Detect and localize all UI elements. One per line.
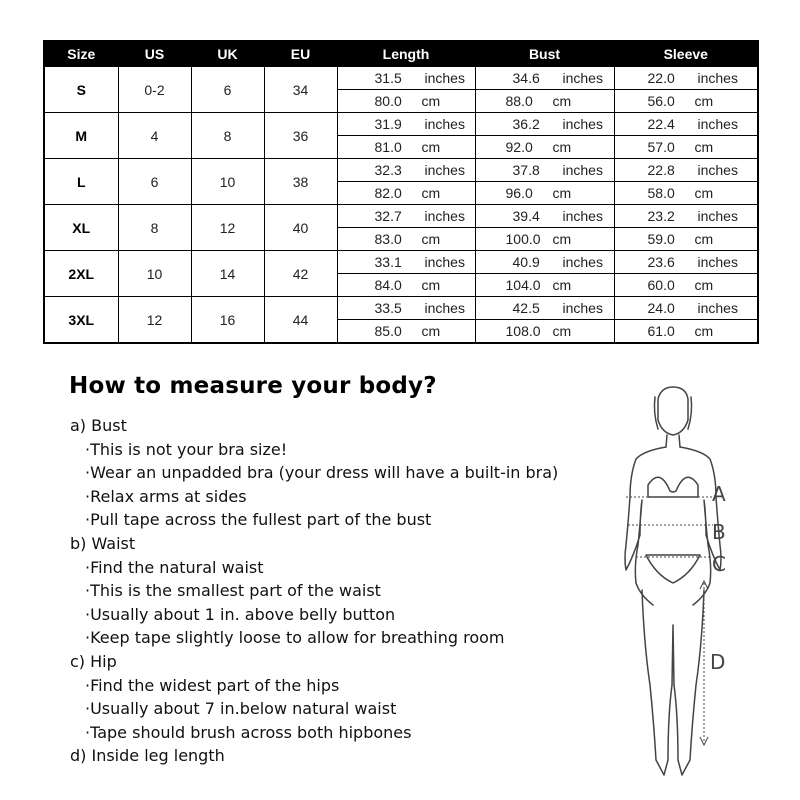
section-label: d) Inside leg length	[70, 746, 225, 766]
eu-cell: 44	[264, 297, 337, 344]
bust-cell	[475, 297, 614, 344]
unit-label: inches	[562, 300, 603, 316]
sleeve-inches-value: 23.6	[647, 254, 675, 270]
unit-label: cm	[552, 231, 572, 247]
unit-label: inches	[562, 70, 603, 86]
unit-label: cm	[552, 185, 572, 201]
sleeve-inches-line	[615, 67, 758, 90]
unit-label: cm	[421, 231, 441, 247]
tip-item: ·Wear an unpadded bra (your dress will have a built-in bra)	[85, 463, 559, 483]
length-cm-value: 81.0	[374, 139, 402, 155]
size-cell: M	[44, 113, 118, 159]
size-chart-table	[43, 40, 759, 344]
unit-label: cm	[421, 323, 441, 339]
figure-bra	[648, 477, 698, 497]
tip-item: ·Pull tape across the fullest part of the bust	[85, 510, 432, 530]
unit-label: inches	[562, 254, 603, 270]
length-inches-value: 31.9	[374, 116, 402, 132]
bust-cm-value: 88.0	[505, 93, 533, 109]
unit-label: inches	[562, 116, 603, 132]
unit-label: inches	[424, 300, 465, 316]
sleeve-inches-line	[615, 113, 758, 136]
table-row	[44, 67, 758, 113]
us-cell: 10	[118, 251, 191, 297]
us-cell: 4	[118, 113, 191, 159]
length-cell	[337, 113, 475, 159]
unit-label: cm	[421, 139, 441, 155]
uk-cell: 12	[191, 205, 264, 251]
bust-cm-line	[476, 228, 614, 250]
body-measurement-figure	[598, 385, 748, 785]
unit-label: cm	[694, 93, 714, 109]
bust-cell	[475, 251, 614, 297]
bust-inches-line	[476, 113, 614, 136]
unit-label: cm	[694, 185, 714, 201]
sleeve-cm-value: 56.0	[647, 93, 675, 109]
length-inches-value: 31.5	[374, 70, 402, 86]
length-cm-value: 83.0	[374, 231, 402, 247]
sleeve-inches-value: 23.2	[647, 208, 675, 224]
length-inches-value: 32.3	[374, 162, 402, 178]
bust-cm-value: 108.0	[505, 323, 541, 339]
section-label: c) Hip	[70, 651, 117, 671]
bust-cm-value: 104.0	[505, 277, 541, 293]
unit-label: inches	[562, 208, 603, 224]
bust-cm-value: 96.0	[505, 185, 533, 201]
tip-item: ·Find the natural waist	[85, 557, 264, 577]
unit-label: cm	[552, 323, 572, 339]
figure-head	[658, 387, 688, 435]
length-cell	[337, 67, 475, 113]
table-header-row	[44, 41, 758, 67]
header-eu: EU	[264, 41, 337, 67]
length-inches-line	[338, 205, 475, 228]
unit-label: inches	[697, 208, 738, 224]
bust-inches-line	[476, 297, 614, 320]
size-cell: 3XL	[44, 297, 118, 344]
length-cm-line	[338, 274, 475, 296]
measure-instructions	[70, 414, 558, 768]
size-cell: L	[44, 159, 118, 205]
uk-cell: 10	[191, 159, 264, 205]
sleeve-cell	[614, 159, 758, 205]
length-cm-value: 84.0	[374, 277, 402, 293]
us-cell: 8	[118, 205, 191, 251]
length-inches-value: 32.7	[374, 208, 402, 224]
bust-inches-line	[476, 251, 614, 274]
header-sleeve: Sleeve	[614, 41, 758, 67]
eu-cell: 36	[264, 113, 337, 159]
length-cell	[337, 297, 475, 344]
table-row	[44, 159, 758, 205]
unit-label: cm	[552, 139, 572, 155]
bust-inches-value: 36.2	[512, 116, 540, 132]
sleeve-inches-value: 24.0	[647, 300, 675, 316]
length-inches-line	[338, 67, 475, 90]
unit-label: cm	[694, 323, 714, 339]
table-row	[44, 113, 758, 159]
figure-neck	[666, 435, 680, 447]
unit-label: inches	[697, 162, 738, 178]
bust-inches-value: 39.4	[512, 208, 540, 224]
length-inches-line	[338, 297, 475, 320]
figure-torso-left	[625, 447, 666, 605]
eu-cell: 34	[264, 67, 337, 113]
table-row	[44, 297, 758, 344]
unit-label: inches	[697, 70, 738, 86]
us-cell: 0-2	[118, 67, 191, 113]
bust-inches-value: 37.8	[512, 162, 540, 178]
sleeve-cm-value: 59.0	[647, 231, 675, 247]
unit-label: cm	[421, 93, 441, 109]
bust-cm-line	[476, 136, 614, 158]
unit-label: cm	[552, 277, 572, 293]
unit-label: cm	[421, 277, 441, 293]
sleeve-inches-value: 22.0	[647, 70, 675, 86]
marker-c: C	[712, 552, 726, 576]
bust-cm-value: 100.0	[505, 231, 541, 247]
tip-item: ·This is not your bra size!	[85, 439, 288, 459]
section-label: b) Waist	[70, 533, 136, 553]
eu-cell: 38	[264, 159, 337, 205]
sleeve-cm-value: 60.0	[647, 277, 675, 293]
tip-item: ·Relax arms at sides	[85, 486, 247, 506]
sleeve-inches-line	[615, 205, 758, 228]
eu-cell: 40	[264, 205, 337, 251]
tip-item: ·Find the widest part of the hips	[85, 675, 340, 695]
tip-item: ·Usually about 7 in.below natural waist	[85, 699, 397, 719]
uk-cell: 14	[191, 251, 264, 297]
header-bust: Bust	[475, 41, 614, 67]
length-cm-line	[338, 228, 475, 250]
length-cell	[337, 251, 475, 297]
bust-inches-value: 34.6	[512, 70, 540, 86]
sleeve-cm-line	[615, 228, 758, 250]
bust-cm-line	[476, 320, 614, 342]
bust-inches-value: 40.9	[512, 254, 540, 270]
us-cell: 6	[118, 159, 191, 205]
sleeve-cm-line	[615, 182, 758, 204]
table-row	[44, 251, 758, 297]
sleeve-inches-value: 22.8	[647, 162, 675, 178]
length-inches-value: 33.1	[374, 254, 402, 270]
header-length: Length	[337, 41, 475, 67]
length-inches-line	[338, 251, 475, 274]
length-cell	[337, 159, 475, 205]
sleeve-cell	[614, 251, 758, 297]
sleeve-cm-line	[615, 136, 758, 158]
unit-label: cm	[694, 139, 714, 155]
bust-cm-line	[476, 90, 614, 112]
unit-label: cm	[421, 185, 441, 201]
tip-item: ·Usually about 1 in. above belly button	[85, 604, 396, 624]
unit-label: inches	[424, 208, 465, 224]
tip-item: ·This is the smallest part of the waist	[85, 581, 381, 601]
sleeve-cm-line	[615, 90, 758, 112]
bust-cm-value: 92.0	[505, 139, 533, 155]
size-cell: XL	[44, 205, 118, 251]
uk-cell: 6	[191, 67, 264, 113]
uk-cell: 16	[191, 297, 264, 344]
figure-brief	[646, 555, 700, 583]
sleeve-cm-line	[615, 320, 758, 342]
sleeve-inches-line	[615, 159, 758, 182]
sleeve-cm-value: 61.0	[647, 323, 675, 339]
unit-label: cm	[552, 93, 572, 109]
sleeve-cell	[614, 67, 758, 113]
uk-cell: 8	[191, 113, 264, 159]
unit-label: inches	[697, 116, 738, 132]
length-cm-line	[338, 320, 475, 342]
header-us: US	[118, 41, 191, 67]
table-row	[44, 205, 758, 251]
length-cm-line	[338, 182, 475, 204]
bust-cell	[475, 67, 614, 113]
length-cm-value: 85.0	[374, 323, 402, 339]
sleeve-cm-value: 57.0	[647, 139, 675, 155]
tip-item: ·Tape should brush across both hipbones	[85, 722, 412, 742]
bust-cell	[475, 205, 614, 251]
sleeve-cell	[614, 113, 758, 159]
bust-inches-line	[476, 205, 614, 228]
unit-label: inches	[562, 162, 603, 178]
figure-legs	[642, 590, 704, 775]
unit-label: inches	[424, 162, 465, 178]
sleeve-inches-value: 22.4	[647, 116, 675, 132]
tip-item: ·Keep tape slightly loose to allow for breathing room	[85, 628, 505, 648]
unit-label: cm	[694, 231, 714, 247]
sleeve-cell	[614, 205, 758, 251]
sleeve-cm-value: 58.0	[647, 185, 675, 201]
size-cell: S	[44, 67, 118, 113]
unit-label: inches	[697, 300, 738, 316]
unit-label: inches	[424, 116, 465, 132]
size-cell: 2XL	[44, 251, 118, 297]
length-inches-line	[338, 159, 475, 182]
header-uk: UK	[191, 41, 264, 67]
marker-a: A	[712, 482, 726, 506]
eu-cell: 42	[264, 251, 337, 297]
length-inches-line	[338, 113, 475, 136]
header-size: Size	[44, 41, 118, 67]
us-cell: 12	[118, 297, 191, 344]
bust-inches-line	[476, 159, 614, 182]
section-label: a) Bust	[70, 416, 127, 435]
unit-label: inches	[424, 254, 465, 270]
marker-d: D	[710, 650, 726, 674]
length-cm-line	[338, 136, 475, 158]
sleeve-cm-line	[615, 274, 758, 296]
unit-label: inches	[424, 70, 465, 86]
bust-cm-line	[476, 274, 614, 296]
bust-inches-line	[476, 67, 614, 90]
bust-cell	[475, 113, 614, 159]
unit-label: cm	[694, 277, 714, 293]
bust-inches-value: 42.5	[512, 300, 540, 316]
length-cm-value: 82.0	[374, 185, 402, 201]
sleeve-inches-line	[615, 297, 758, 320]
length-cm-value: 80.0	[374, 93, 402, 109]
length-cm-line	[338, 90, 475, 112]
length-inches-value: 33.5	[374, 300, 402, 316]
sleeve-cell	[614, 297, 758, 344]
length-cell	[337, 205, 475, 251]
sleeve-inches-line	[615, 251, 758, 274]
marker-b: B	[712, 520, 726, 544]
bust-cm-line	[476, 182, 614, 204]
measure-guide-title: How to measure your body?	[69, 373, 437, 399]
bust-cell	[475, 159, 614, 205]
unit-label: inches	[697, 254, 738, 270]
